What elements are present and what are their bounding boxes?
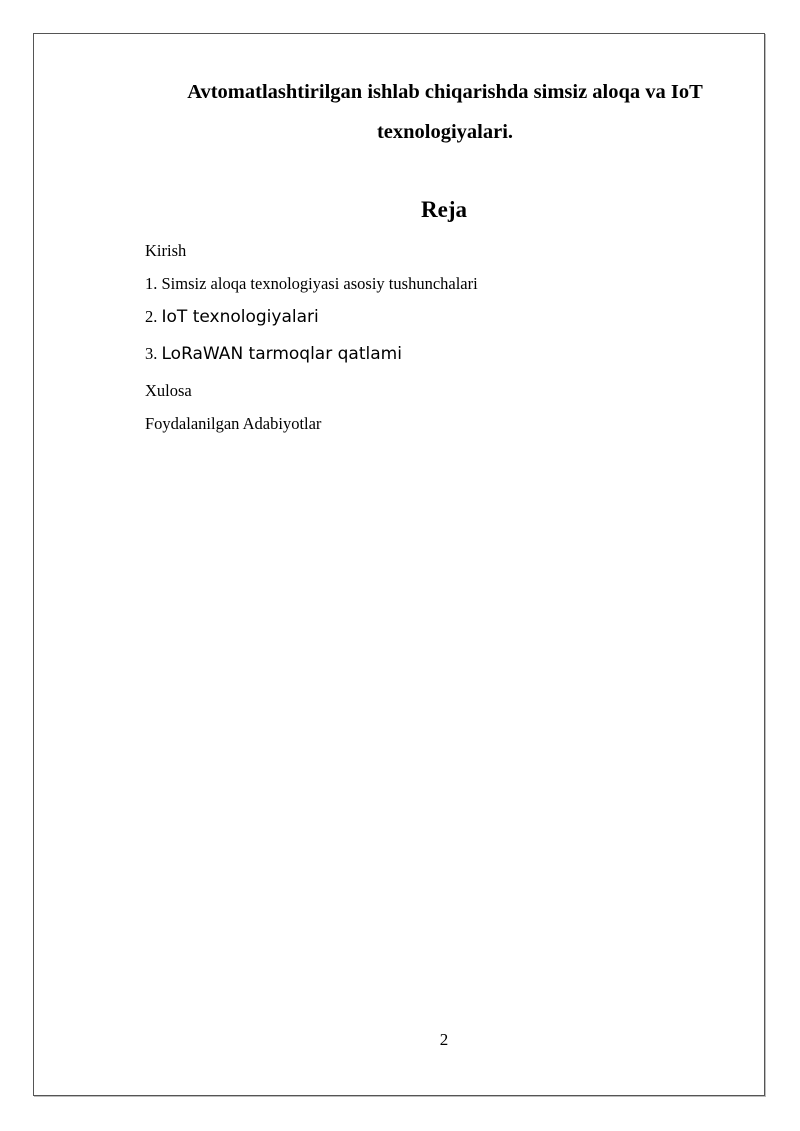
toc-item-text: Foydalanilgan Adabiyotlar	[145, 414, 322, 433]
toc-item-text: Kirish	[145, 241, 187, 260]
toc-item-number: 3.	[145, 344, 162, 363]
toc-item-1	[145, 274, 478, 294]
title-line-1: Avtomatlashtirilgan ishlab chiqarishda simsiz aloqa va IoT	[187, 81, 703, 103]
title-line-2: texnologiyalari.	[376, 121, 514, 143]
toc-item-3	[145, 344, 402, 364]
toc-item-introduction	[145, 241, 186, 261]
toc-item-text: Xulosa	[145, 381, 192, 400]
toc-item-references	[145, 414, 321, 434]
toc-item-number: 2.	[145, 307, 162, 326]
toc-item-conclusion	[145, 381, 192, 401]
toc-item-text: LoRaWAN tarmoqlar qatlami	[161, 344, 402, 364]
toc-item-number: 1.	[145, 274, 162, 293]
page-frame	[33, 33, 765, 1096]
toc-item-text: Simsiz aloqa texnologiyasi asosiy tushunchalari	[161, 274, 478, 293]
toc-item-2	[145, 307, 319, 327]
plan-heading: Reja	[421, 197, 467, 222]
document-title	[150, 72, 740, 152]
page-number: 2	[439, 1030, 449, 1049]
toc-item-text: IoT texnologiyalari	[161, 307, 319, 327]
